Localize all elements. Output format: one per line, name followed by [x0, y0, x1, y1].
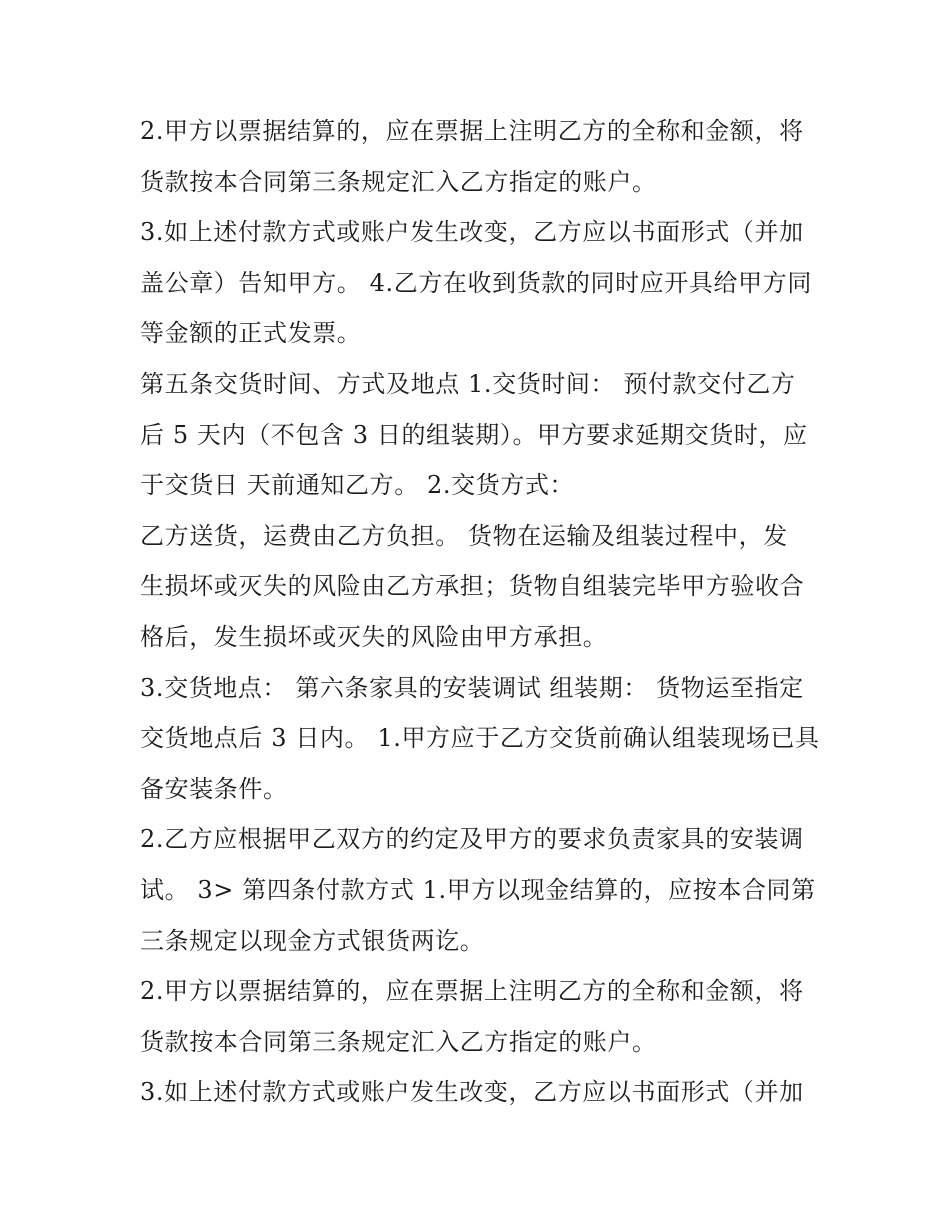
text-line: 生损坏或灭失的风险由乙方承担；货物自组装完毕甲方验收合 — [140, 572, 805, 601]
text-line: 3.如上述付款方式或账户发生改变，乙方应以书面形式（并加 — [140, 218, 804, 247]
text-line: 交货地点后 3 日内。 1.甲方应于乙方交货前确认组装现场已具 — [140, 724, 820, 753]
text-line: 3.如上述付款方式或账户发生改变，乙方应以书面形式（并加 — [140, 1078, 804, 1107]
text-line: 盖公章）告知甲方。 4.乙方在收到货款的同时应开具给甲方同 — [140, 268, 812, 297]
text-line: 试。 3> 第四条付款方式 1.甲方以现金结算的，应按本合同第 — [140, 875, 816, 904]
text-line: 三条规定以现金方式银货两讫。 — [140, 926, 485, 955]
text-line: 后 5 天内（不包含 3 日的组装期）。甲方要求延期交货时，应 — [140, 420, 808, 449]
text-line: 格后，发生损坏或灭失的风险由甲方承担。 — [140, 622, 608, 651]
text-line: 2.甲方以票据结算的，应在票据上注明乙方的全称和金额，将 — [140, 977, 804, 1006]
text-line: 2.乙方应根据甲乙双方的约定及甲方的要求负责家具的安装调 — [140, 825, 804, 854]
text-line: 3.交货地点： 第六条家具的安装调试 组装期： 货物运至指定 — [140, 673, 804, 702]
text-line: 等金额的正式发票。 — [140, 319, 362, 348]
document-body — [140, 106, 820, 1118]
text-line: 乙方送货，运费由乙方负担。 货物在运输及组装过程中，发 — [140, 521, 788, 550]
text-line: 备安装条件。 — [140, 774, 288, 803]
text-line: 第五条交货时间、方式及地点 1.交货时间： 预付款交付乙方 — [140, 369, 796, 398]
text-line: 2.甲方以票据结算的，应在票据上注明乙方的全称和金额，将 — [140, 117, 804, 145]
text-line: 于交货日 天前通知乙方。 2.交货方式： — [140, 471, 575, 500]
text-line: 货款按本合同第三条规定汇入乙方指定的账户。 — [140, 167, 657, 196]
text-line: 货款按本合同第三条规定汇入乙方指定的账户。 — [140, 1027, 657, 1056]
